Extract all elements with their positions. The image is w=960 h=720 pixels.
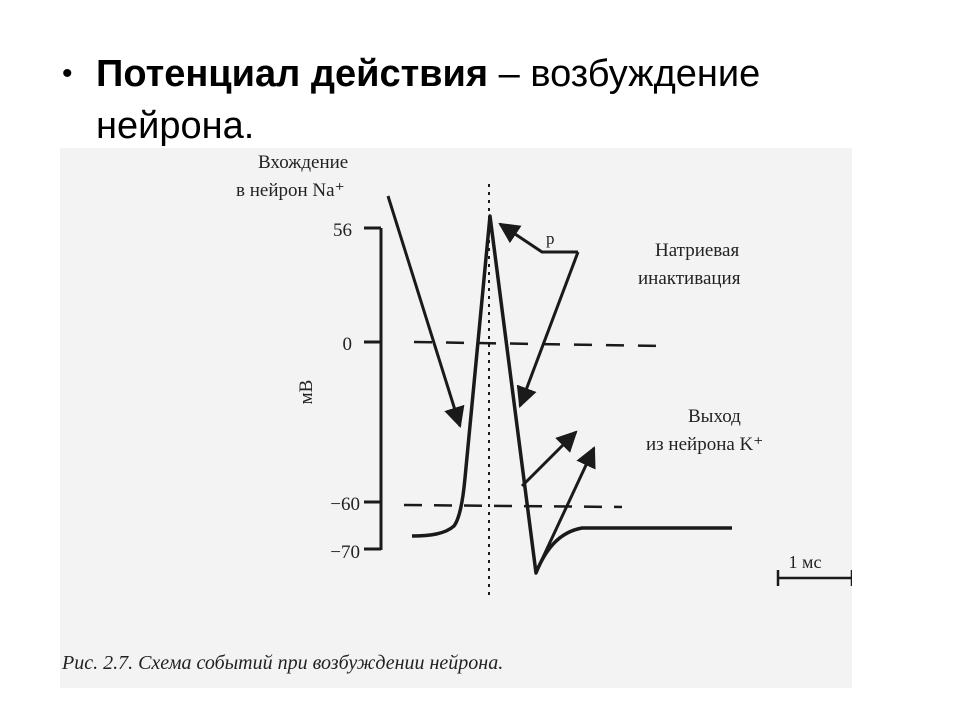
time-scale-label: 1 мс bbox=[788, 552, 822, 572]
y-tick-label-minus70: −70 bbox=[330, 542, 360, 563]
na-entry-label-line1: Вхождение bbox=[258, 152, 349, 173]
bullet-glyph: • bbox=[62, 57, 73, 90]
y-axis-label: мВ bbox=[296, 379, 317, 405]
na-entry-arrow bbox=[388, 196, 460, 426]
y-tick-label-minus60: −60 bbox=[330, 494, 360, 515]
k-exit-arrow-upper bbox=[522, 432, 576, 486]
k-exit-label-line2: из нейрона K⁺ bbox=[646, 434, 764, 455]
slide-heading bbox=[62, 48, 922, 152]
k-exit-label-line1: Выход bbox=[688, 406, 741, 427]
threshold-dashed-line bbox=[404, 505, 622, 507]
heading-text bbox=[96, 48, 922, 152]
figure-caption: Рис. 2.7. Схема событий при возбуждении нейрона. bbox=[62, 652, 504, 674]
heading-rest: – возбуждение нейрона. bbox=[96, 53, 761, 147]
na-inactivation-arrow-to-peak bbox=[500, 224, 578, 252]
y-tick-label-56: 56 bbox=[333, 220, 352, 241]
action-potential-figure bbox=[60, 148, 852, 688]
na-inactivation-label-line1: Натриевая bbox=[655, 240, 740, 261]
small-mark: р bbox=[546, 229, 555, 248]
na-inactivation-arrow-to-fall bbox=[520, 252, 578, 406]
na-entry-label-line2: в нейрон Na⁺ bbox=[236, 180, 345, 201]
zero-dashed-line bbox=[414, 342, 660, 346]
na-inactivation-label-line2: инактивация bbox=[638, 268, 741, 289]
k-exit-arrow-lower bbox=[538, 448, 594, 568]
action-potential-diagram bbox=[60, 148, 852, 688]
heading-bold: Потенциал действия bbox=[96, 53, 489, 95]
y-tick-label-0: 0 bbox=[342, 334, 352, 355]
